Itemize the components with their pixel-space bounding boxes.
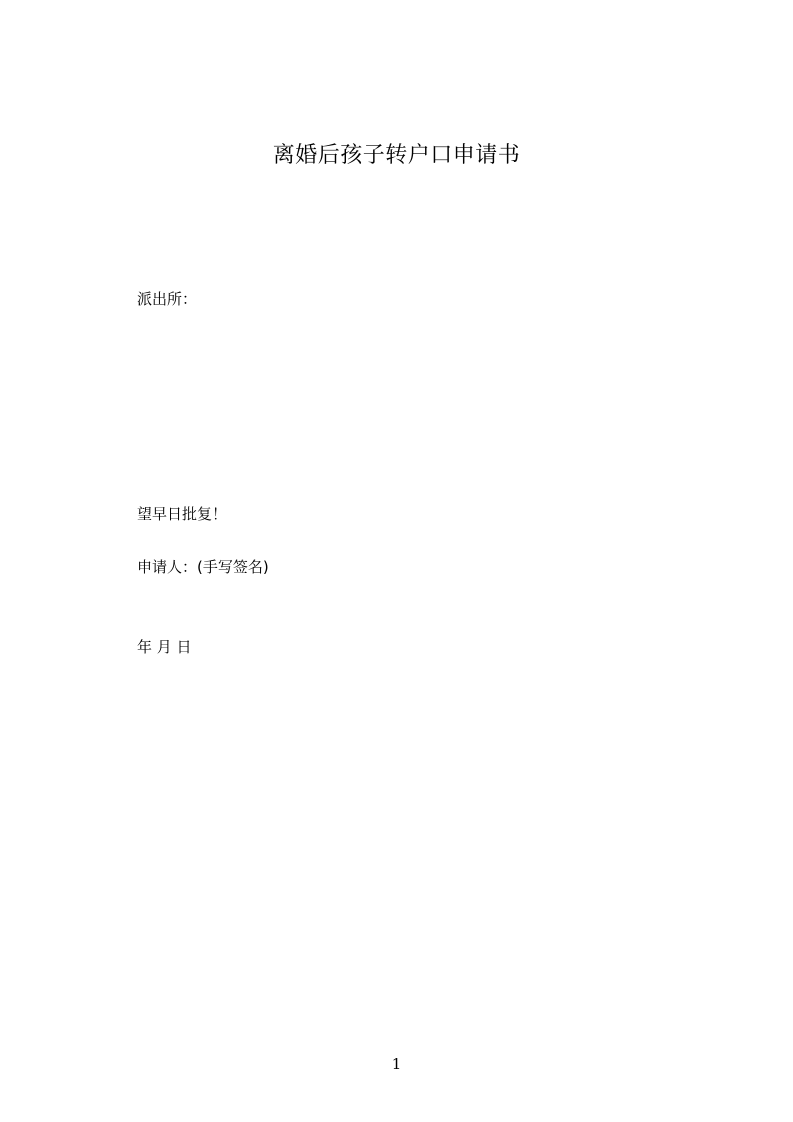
closing-remark: 望早日批复！ bbox=[137, 505, 228, 523]
document-title: 离婚后孩子转户口申请书 bbox=[272, 143, 521, 168]
date-line: 年 月 日 bbox=[137, 638, 192, 656]
page-number: 1 bbox=[391, 1055, 402, 1073]
applicant-signature-label: 申请人：(手写签名) bbox=[137, 558, 269, 576]
salutation: 派出所： bbox=[137, 290, 198, 308]
